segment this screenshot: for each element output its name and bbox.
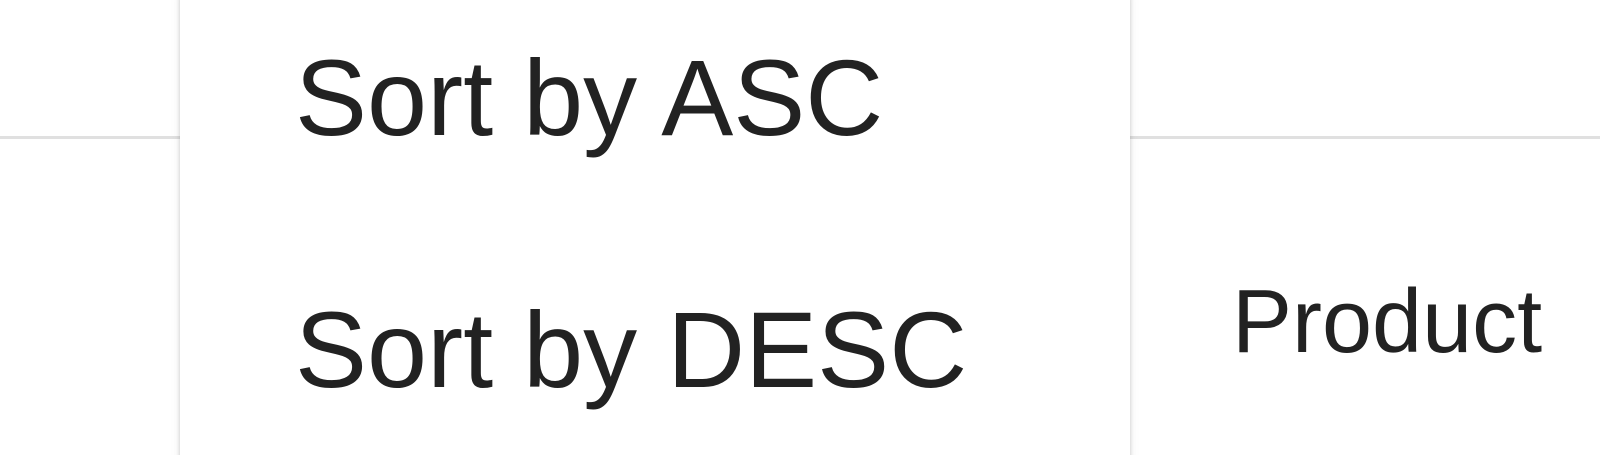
sort-desc-label: Sort by DESC xyxy=(295,289,968,410)
sort-asc-label: Sort by ASC xyxy=(295,37,884,158)
sort-desc-menu-item[interactable] xyxy=(180,248,1130,455)
sort-menu xyxy=(180,0,1130,455)
table-cell-product: Product xyxy=(1232,272,1543,372)
sort-asc-menu-item[interactable] xyxy=(180,0,1130,248)
